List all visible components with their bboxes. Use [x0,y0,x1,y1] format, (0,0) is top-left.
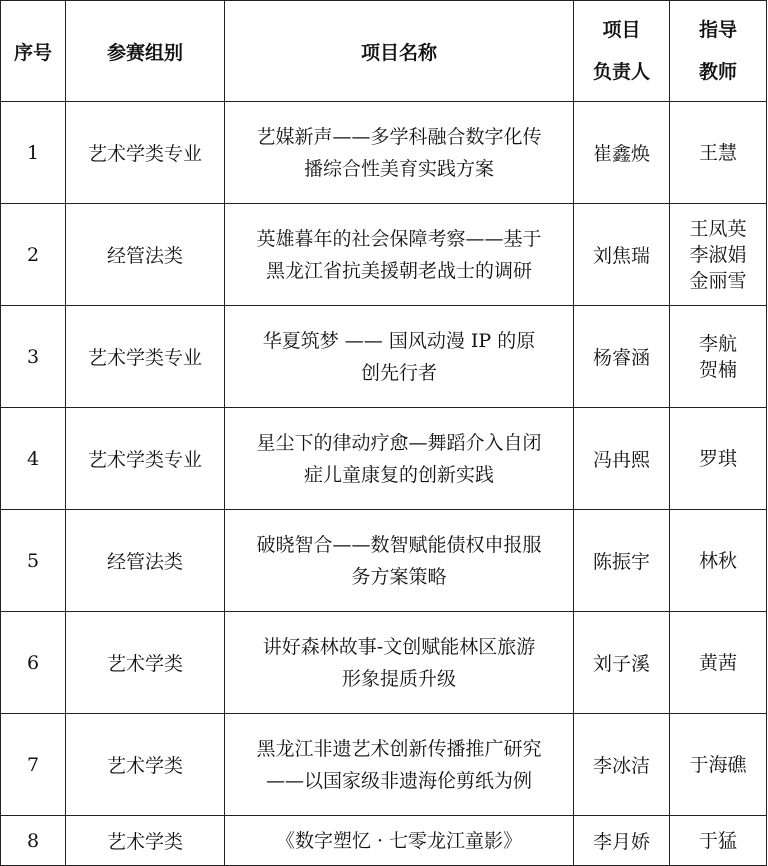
header-name: 项目名称 [225,1,574,102]
row-group: 经管法类 [106,245,183,267]
row-leader: 李月娇 [592,831,650,853]
row-name-cell [225,816,574,866]
header-mentor-line: 教师 [698,61,737,83]
row-name-line: 讲好森林故事-文创赋能林区旅游 [262,635,536,658]
row-group: 艺术学类专业 [87,347,202,369]
row-name-cell [225,408,574,510]
row-name-line: ——以国家级非遗海伦剪纸为例 [265,769,532,792]
row-mentor-line: 王凤英 [689,217,747,240]
row-mentor-cell [670,306,767,408]
header-group: 参赛组别 [66,1,225,102]
row-leader-cell [574,714,670,816]
row-name-line: 星尘下的律动疗愈—舞蹈介入自闭 [256,431,542,454]
table-row [1,204,767,306]
row-name-line: 黑龙江省抗美援朝老战士的调研 [265,259,532,282]
row-name-line: 症儿童康复的创新实践 [303,463,494,486]
row-leader: 陈振宇 [592,551,650,573]
row-name-cell [225,102,574,204]
row-group: 艺术学类 [106,831,183,853]
row-name-line: 黑龙江非遗艺术创新传播推广研究 [256,737,542,760]
row-leader: 冯冉熙 [592,449,650,471]
row-mentor-cell [670,714,767,816]
row-mentor-cell [670,204,767,306]
header-index: 序号 [1,1,66,102]
row-group: 艺术学类专业 [87,449,202,471]
row-leader-cell [574,612,670,714]
row-mentor-line: 林秋 [698,549,737,572]
row-mentor-cell [670,102,767,204]
row-mentor-cell [670,816,767,866]
row-mentor-line: 金丽雪 [689,269,747,292]
row-mentor-line: 于海礁 [689,753,747,776]
row-name-line: 《数字塑忆 · 七零龙江童影》 [275,829,523,852]
row-index-cell [1,510,66,612]
row-index-cell [1,204,66,306]
row-index: 3 [26,345,40,368]
row-group-cell [66,408,225,510]
table-row [1,612,767,714]
row-name-line: 创先行者 [360,361,437,384]
row-leader-cell [574,408,670,510]
row-group-cell [66,816,225,866]
header-row [1,1,767,102]
header-leader-line: 项目 [602,19,641,41]
row-leader: 李冰洁 [592,755,650,777]
row-name-cell [225,306,574,408]
row-group: 艺术学类 [106,653,183,675]
row-mentor-line: 李航 [698,332,737,355]
table-row [1,306,767,408]
row-leader: 刘焦瑞 [592,245,650,267]
row-leader: 崔鑫焕 [592,143,650,165]
row-group-cell [66,612,225,714]
row-mentor-line: 黄茜 [698,651,737,674]
row-mentor-cell [670,408,767,510]
row-group-cell [66,204,225,306]
row-name-line: 华夏筑梦 —— 国风动漫 IP 的原 [262,329,536,352]
row-group-cell [66,102,225,204]
row-leader-cell [574,204,670,306]
row-leader-cell [574,510,670,612]
row-group: 经管法类 [106,551,183,573]
row-index: 2 [26,243,40,266]
table-row [1,102,767,204]
row-index: 4 [26,447,40,470]
row-index-cell [1,816,66,866]
header-mentor [670,1,767,102]
row-name-line: 艺媒新声——多学科融合数字化传 [256,125,542,148]
row-name-line: 英雄暮年的社会保障考察——基于 [256,227,542,250]
row-mentor-line: 李淑娟 [689,243,747,266]
row-index-cell [1,306,66,408]
row-leader: 刘子溪 [592,653,650,675]
row-mentor-line: 贺楠 [698,358,737,381]
row-index: 8 [26,829,40,852]
row-leader-cell [574,306,670,408]
row-index-cell [1,714,66,816]
row-name-line: 务方案策略 [351,565,447,588]
table-row [1,714,767,816]
header-leader [574,1,670,102]
row-mentor-line: 罗琪 [698,447,737,470]
row-leader-cell [574,816,670,866]
row-index-cell [1,408,66,510]
table-row [1,510,767,612]
row-index: 6 [26,651,40,674]
row-mentor-line: 于猛 [698,829,737,852]
row-group-cell [66,306,225,408]
row-name-cell [225,612,574,714]
table-body [1,102,767,866]
row-name-cell [225,204,574,306]
row-group-cell [66,714,225,816]
row-group: 艺术学类 [106,755,183,777]
row-mentor-cell [670,510,767,612]
row-index: 5 [26,549,40,572]
row-index-cell [1,612,66,714]
row-mentor-line: 王慧 [698,141,737,164]
row-name-cell [225,510,574,612]
row-leader-cell [574,102,670,204]
table-row [1,816,767,866]
row-group: 艺术学类专业 [87,143,202,165]
table-row [1,408,767,510]
header-leader-line: 负责人 [592,61,650,83]
row-index: 1 [26,141,40,164]
row-leader: 杨睿涵 [592,347,650,369]
row-name-line: 播综合性美育实践方案 [303,157,494,180]
row-index-cell [1,102,66,204]
header-mentor-line: 指导 [698,19,737,41]
row-index: 7 [26,753,40,776]
row-mentor-cell [670,612,767,714]
row-name-line: 形象提质升级 [341,667,456,690]
row-name-line: 破晓智合——数智赋能债权申报服 [256,533,542,556]
row-name-cell [225,714,574,816]
row-group-cell [66,510,225,612]
